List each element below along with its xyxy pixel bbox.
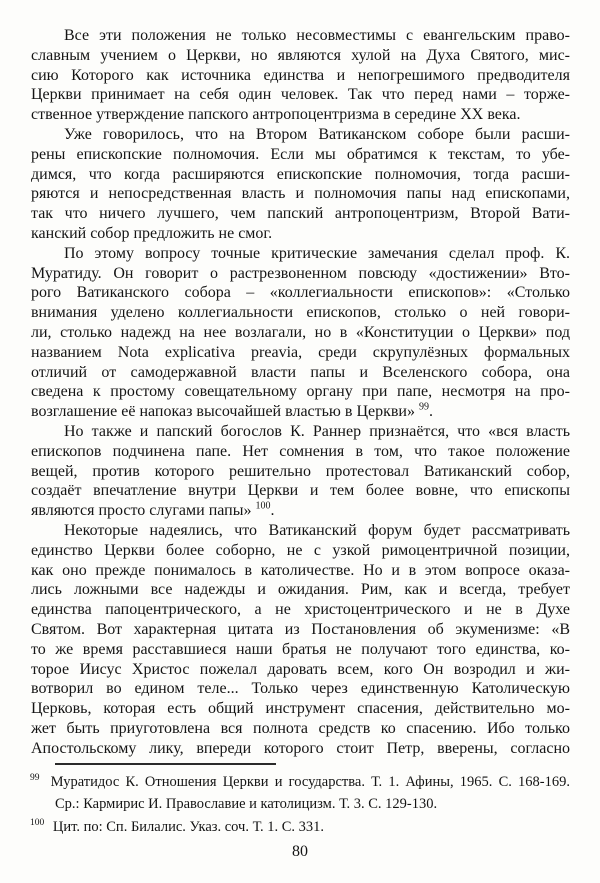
text-line: ряются и непосредственная власть и полномочия папы над епископами, (31, 185, 570, 203)
footnote-line: $^{99}$ Муратидос К. Отношения Церкви и государства. Т. 1. Афины, 1965. С. 168-169. (30, 773, 570, 790)
text-line: епископов подчинена папе. Нет сомнения в том, что такое положение (31, 442, 570, 460)
footnote-ref: 100 (30, 817, 45, 828)
paragraph (31, 26, 570, 125)
paragraph (31, 244, 570, 422)
footnote-separator (55, 763, 276, 765)
text-line: вотворил во едином теле... Только через единственную Католическую (31, 680, 570, 698)
text-line: канский собор предложить не смог. (31, 224, 273, 242)
page-number: 80 (292, 843, 308, 860)
paragraph (31, 422, 570, 521)
text-line: торое Иисус Христос пожелал даровать всем, кого Он возродил и жи- (31, 660, 570, 678)
text-line: Святом. Вот характерная цитата из Постановления об экуменизме: «В (31, 620, 570, 638)
text-line: единства папоцентрического, а не христоцентрического и не в Духе (31, 601, 570, 619)
text-line: являются просто слугами папы» $^{100}$. (31, 500, 275, 520)
text-line: Церкви принимает на себя один человек. Так что перед нами – торже- (31, 86, 570, 104)
text-line: то же время расставшиеся наши братья не получают того единства, ко- (31, 640, 570, 658)
text-line: Но также и папский богослов К. Раннер признаётся, что «вся власть (64, 422, 570, 440)
text-line: Некоторые надеялись, что Ватиканский форум будет рассматривать (64, 521, 570, 539)
footnote-ref: 99 (418, 401, 429, 413)
text-line: возглашение её напоказ высочайшей властью в Церкви» $^{99}$. (31, 401, 433, 421)
text-line: как оно прежде понималось в католичестве. Но и в этом вопросе оказа- (31, 561, 570, 579)
text-line: Муратиду. Он говорит о растрезвоненном повсюду «достижении» Вто- (31, 264, 570, 282)
text-line: сию Которого как источника единства и непогрешимого предводителя (31, 66, 570, 84)
text-line: создаёт впечатление внутри Церкви и тем более вовне, что епископы (31, 482, 570, 500)
text-line: лись ложными все надежды и ожидания. Рим, как и всегда, требует (31, 581, 570, 599)
footnote-ref: 100 (255, 500, 271, 512)
text-line: Церковь, которая есть общий инструмент спасения, действительно мо- (31, 700, 570, 718)
text-line: Уже говорилось, что на Втором Ватиканском соборе были расши- (64, 125, 570, 143)
text-line: внимания уделено коллегиальности епископов, столько о ней говори- (31, 304, 570, 322)
footnote-ref: 99 (30, 773, 40, 784)
text-line: По этому вопросу точные критические замечания сделал проф. К. (64, 244, 570, 262)
text-line: рены епископские полномочия. Если мы обратимся к текстам, то убе- (31, 145, 570, 163)
footnote-line: Ср.: Кармирис И. Православие и католицизм. Т. 3. С. 129-130. (55, 796, 438, 813)
paragraph (31, 521, 570, 759)
text-line: рого Ватиканского собора – «коллегиальности епископов»: «Столько (31, 284, 570, 302)
text-line: сведена к простому совещательному органу при папе, несмотря на про- (31, 383, 570, 401)
text-line: славным учением о Церкви, но являются хулой на Духа Святого, мис- (31, 46, 570, 64)
text-line: Все эти положения не только несовместимы с евангельским право- (64, 27, 570, 44)
text-line: единство Церкви более соборно, не с узкой римоцентричной позиции, (31, 541, 570, 559)
text-line: названием Nota explicativa preavia, среди скрупулёзных формальных (31, 343, 570, 361)
text-line: вещей, против которого решительно протестовал Ватиканский собор, (31, 462, 570, 480)
text-line: так что ничего лучшего, чем папский антропоцентризм, Второй Вати- (31, 205, 570, 223)
text-line: димся, что когда расширяются епископские полномочия, тогда расши- (31, 165, 570, 183)
text-line: жет быть приуготовлена вся полнота средств ко спасению. Ибо только (31, 719, 570, 737)
footnote-line: $^{100}$ Цит. по: Сп. Билалис. Указ. соч. Т. 1. С. 331. (30, 817, 325, 835)
paragraph (31, 125, 570, 244)
text-line: ли, столько надежд на нее возлагали, но в «Конституции о Церкви» под (31, 323, 570, 341)
text-line: отличий от самодержавной власти папы и Вселенского собора, она (31, 363, 570, 381)
text-line: ственное утверждение папского антропоцентризма в середине XX века. (31, 106, 521, 124)
footnotes (30, 771, 570, 838)
text-line: Апостольскому лику, впереди которого стоит Петр, вверены, согласно (31, 739, 570, 757)
page-body (31, 26, 570, 758)
